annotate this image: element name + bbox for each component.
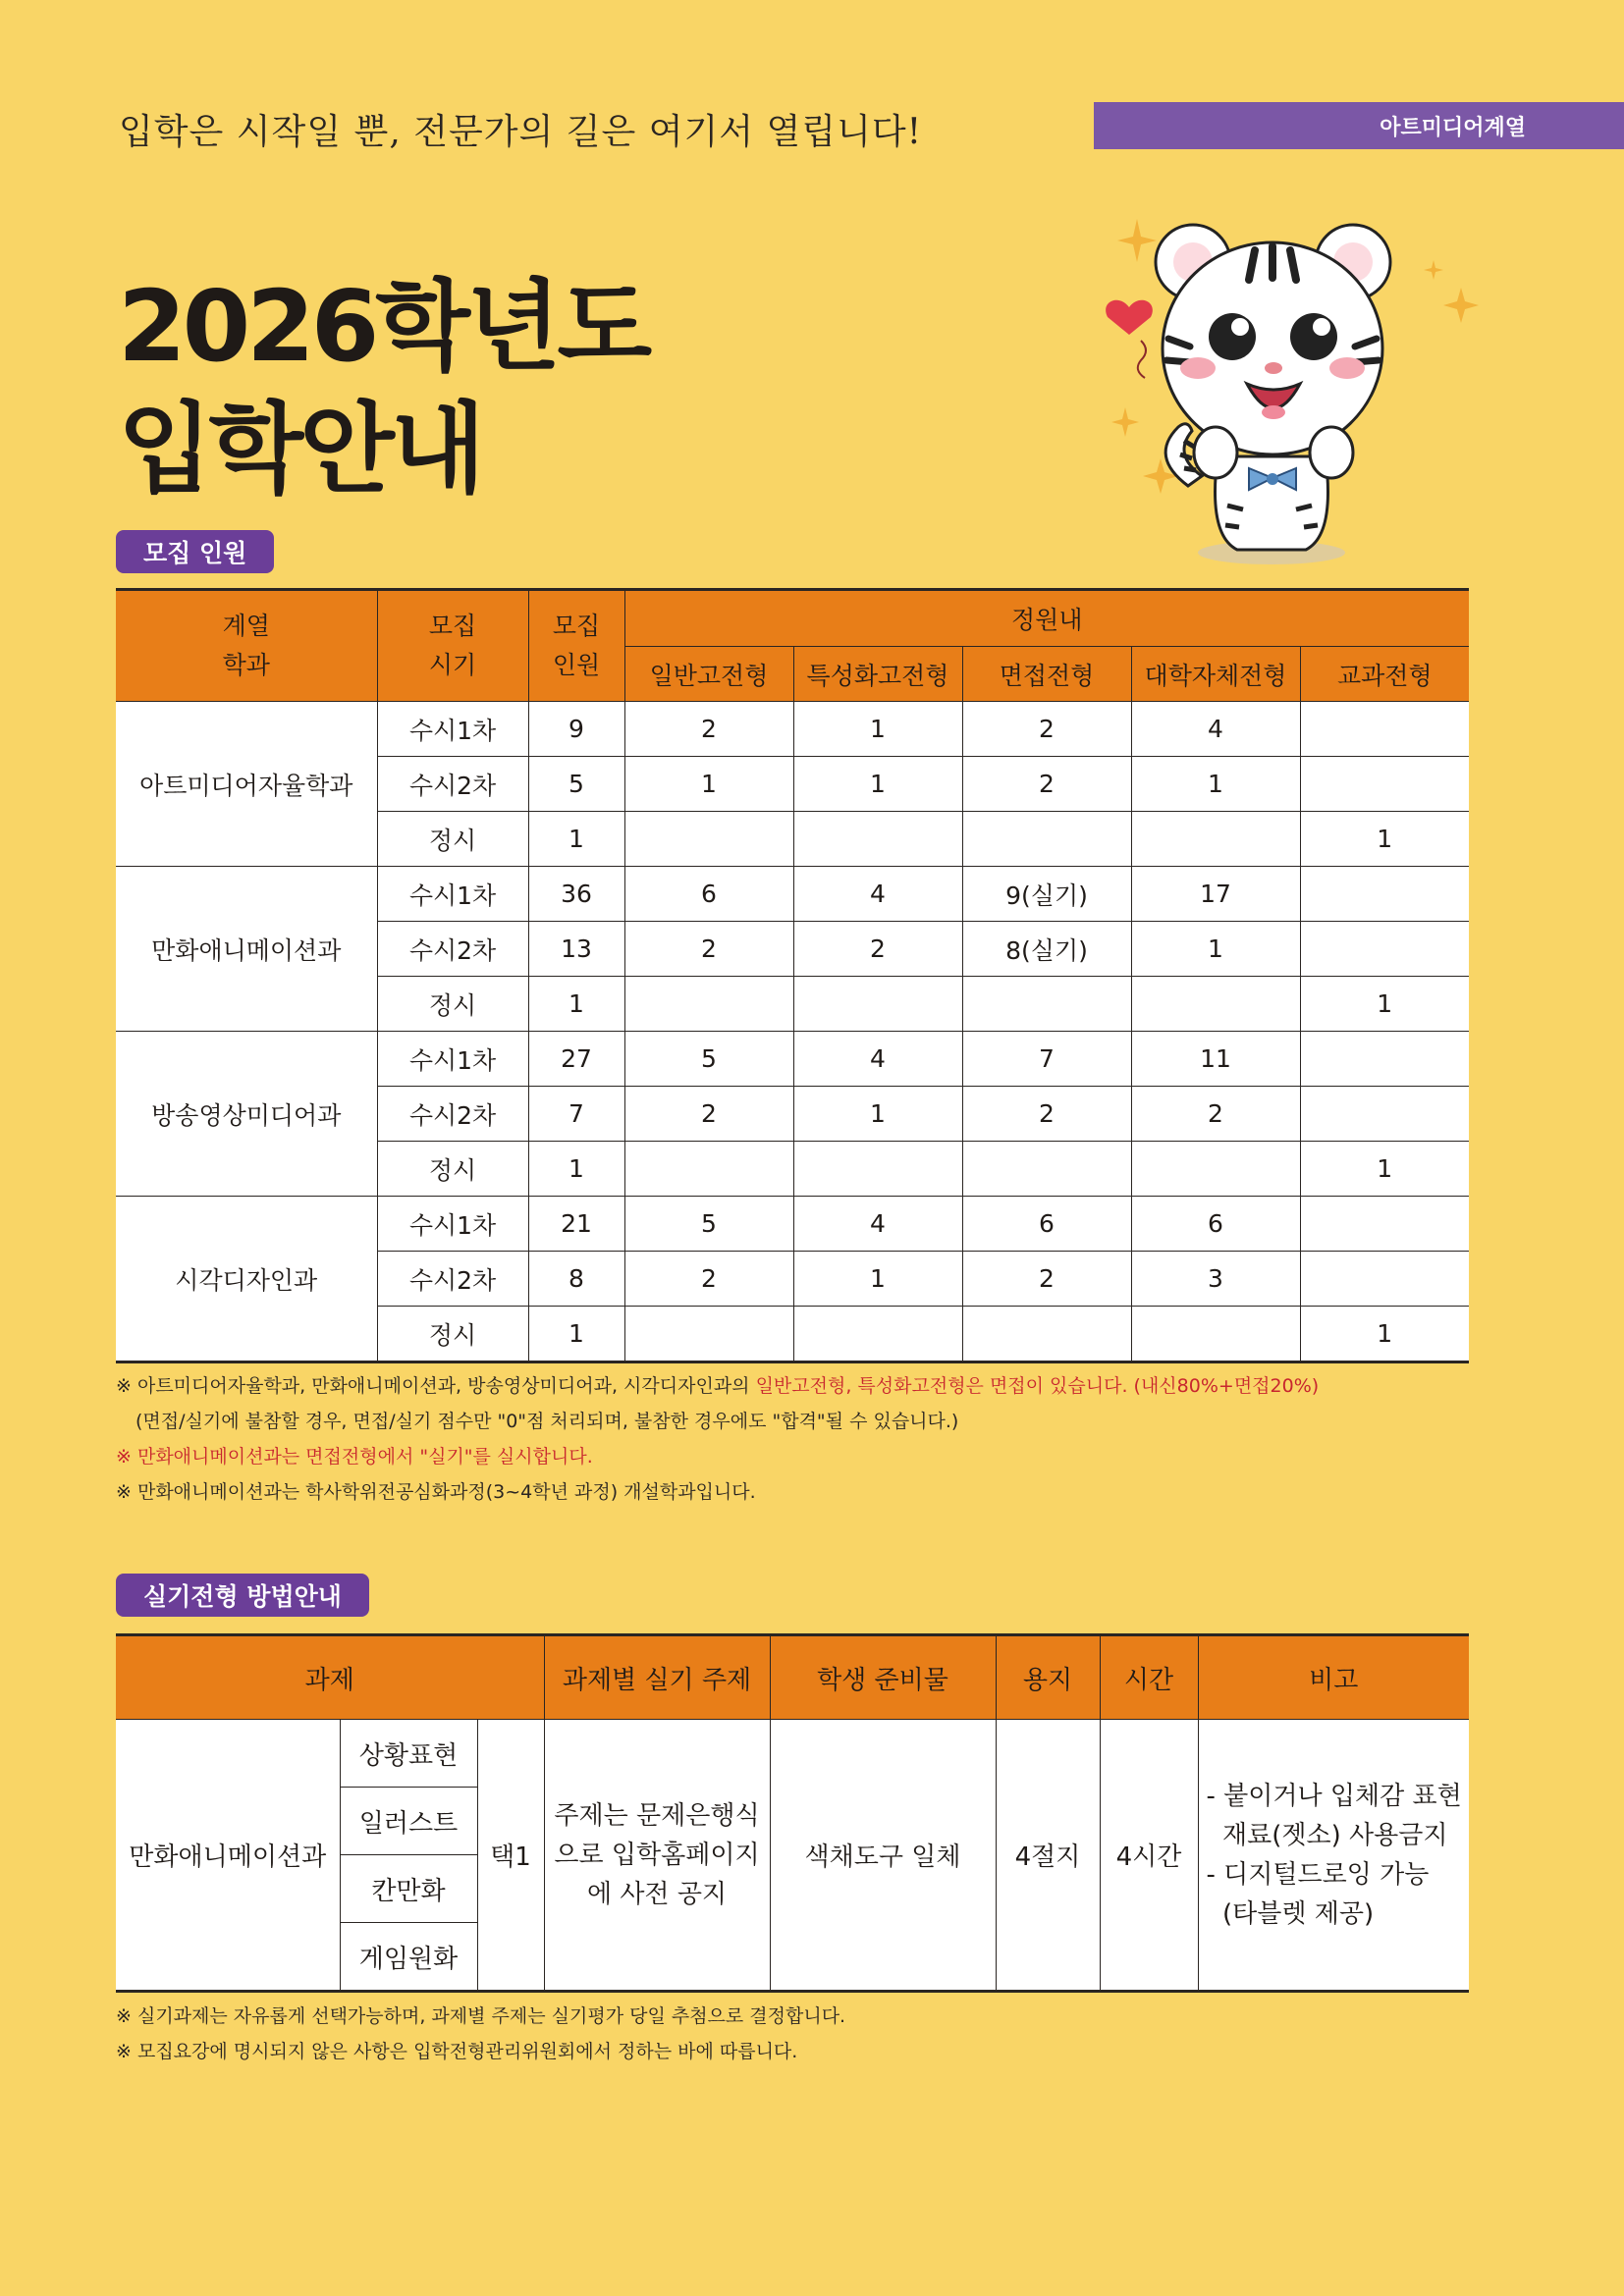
quota-cell: 4 <box>793 1197 962 1252</box>
quota-cell <box>1131 977 1300 1032</box>
practical-dept: 만화애니메이션과 <box>116 1720 340 1992</box>
period-cell: 수시2차 <box>377 922 528 977</box>
quota-cell <box>962 1142 1131 1197</box>
practical-notes <box>116 1999 845 2069</box>
note-text: ※ 아트미디어자율학과, 만화애니메이션과, 방송영상미디어과, 시각디자인과의 <box>116 1375 756 1397</box>
count-cell: 7 <box>528 1087 624 1142</box>
quota-cell: 6 <box>962 1197 1131 1252</box>
section-tag-recruitment: 모집 인원 <box>116 530 274 573</box>
task-item: 일러스트 <box>340 1788 477 1855</box>
period-cell: 수시1차 <box>377 1032 528 1087</box>
quota-cell <box>1300 1032 1469 1087</box>
quota-cell: 2 <box>624 702 793 757</box>
quota-cell <box>624 977 793 1032</box>
header-type: 대학자체전형 <box>1131 647 1300 702</box>
header-paper: 용지 <box>996 1635 1100 1720</box>
title-line-1: 2026학년도 <box>118 269 649 384</box>
quota-cell: 2 <box>624 922 793 977</box>
header-remark: 비고 <box>1198 1635 1469 1720</box>
note-line: ※ 만화애니메이션과는 학사학위전공심화과정(3~4학년 과정) 개설학과입니다. <box>116 1481 756 1503</box>
practical-exam-table <box>116 1633 1469 1993</box>
quota-cell: 2 <box>793 922 962 977</box>
quota-cell <box>962 977 1131 1032</box>
count-cell: 1 <box>528 812 624 867</box>
quota-cell: 17 <box>1131 867 1300 922</box>
count-cell: 1 <box>528 977 624 1032</box>
table-row <box>116 1032 1469 1087</box>
count-cell: 27 <box>528 1032 624 1087</box>
recruitment-table <box>116 588 1469 1363</box>
quota-cell <box>1300 1252 1469 1307</box>
quota-cell: 6 <box>624 867 793 922</box>
period-cell: 수시2차 <box>377 1252 528 1307</box>
task-item: 상황표현 <box>340 1720 477 1788</box>
quota-cell <box>793 1142 962 1197</box>
quota-cell <box>1300 867 1469 922</box>
period-cell: 정시 <box>377 1142 528 1197</box>
count-cell: 21 <box>528 1197 624 1252</box>
period-cell: 수시2차 <box>377 757 528 812</box>
task-item: 칸만화 <box>340 1855 477 1923</box>
dept-name: 아트미디어자율학과 <box>116 702 377 867</box>
task-supplies: 색채도구 일체 <box>770 1720 996 1992</box>
quota-cell: 1 <box>793 1252 962 1307</box>
header-theme: 과제별 실기 주제 <box>544 1635 770 1720</box>
header-time: 시간 <box>1100 1635 1198 1720</box>
quota-cell: 2 <box>624 1087 793 1142</box>
quota-cell: 6 <box>1131 1197 1300 1252</box>
white-tiger-mascot-icon <box>1090 211 1483 574</box>
quota-cell: 2 <box>1131 1087 1300 1142</box>
quota-cell: 4 <box>793 1032 962 1087</box>
count-cell: 9 <box>528 702 624 757</box>
count-cell: 5 <box>528 757 624 812</box>
task-time: 4시간 <box>1100 1720 1198 1992</box>
note-line: ※ 만화애니메이션과는 면접전형에서 "실기"를 실시합니다. <box>116 1446 593 1468</box>
task-choice: 택1 <box>477 1720 544 1992</box>
quota-cell: 2 <box>962 702 1131 757</box>
quota-cell: 1 <box>1300 812 1469 867</box>
quota-cell: 7 <box>962 1032 1131 1087</box>
count-cell: 13 <box>528 922 624 977</box>
quota-cell: 4 <box>793 867 962 922</box>
quota-cell: 1 <box>793 702 962 757</box>
note-highlight: 일반고전형, 특성화고전형은 면접이 있습니다. (내신80%+면접20%) <box>755 1375 1320 1397</box>
header-type: 면접전형 <box>962 647 1131 702</box>
section-tag-practical: 실기전형 방법안내 <box>116 1574 369 1617</box>
count-cell: 8 <box>528 1252 624 1307</box>
quota-cell: 1 <box>1131 922 1300 977</box>
category-tab: 아트미디어계열 <box>1094 102 1624 149</box>
quota-cell <box>793 977 962 1032</box>
quota-cell <box>624 1307 793 1362</box>
note-line <box>116 1368 1319 1404</box>
dept-name: 시각디자인과 <box>116 1197 377 1362</box>
quota-cell <box>1300 1087 1469 1142</box>
period-cell: 수시1차 <box>377 702 528 757</box>
quota-cell: 1 <box>1131 757 1300 812</box>
note-line: ※ 실기과제는 자유롭게 선택가능하며, 과제별 주제는 실기평가 당일 추첨으로 결정합니다. <box>116 2005 846 2027</box>
header-task: 과제 <box>116 1635 544 1720</box>
quota-cell: 8(실기) <box>962 922 1131 977</box>
quota-cell <box>1131 1142 1300 1197</box>
header-period: 모집 시기 <box>377 590 528 702</box>
quota-cell <box>1131 812 1300 867</box>
quota-cell: 2 <box>962 1252 1131 1307</box>
quota-cell: 1 <box>793 1087 962 1142</box>
header-type: 특성화고전형 <box>793 647 962 702</box>
quota-cell: 4 <box>1131 702 1300 757</box>
period-cell: 정시 <box>377 1307 528 1362</box>
count-cell: 36 <box>528 867 624 922</box>
quota-cell: 3 <box>1131 1252 1300 1307</box>
period-cell: 수시1차 <box>377 867 528 922</box>
quota-cell <box>793 812 962 867</box>
header-type: 일반고전형 <box>624 647 793 702</box>
task-paper: 4절지 <box>996 1720 1100 1992</box>
header-count: 모집 인원 <box>528 590 624 702</box>
quota-cell: 2 <box>624 1252 793 1307</box>
table-row <box>116 702 1469 757</box>
quota-cell <box>624 1142 793 1197</box>
quota-cell <box>1300 757 1469 812</box>
header-quota: 정원내 <box>624 590 1469 647</box>
quota-cell: 1 <box>1300 977 1469 1032</box>
period-cell: 정시 <box>377 977 528 1032</box>
period-cell: 수시1차 <box>377 1197 528 1252</box>
table-row <box>116 867 1469 922</box>
period-cell: 수시2차 <box>377 1087 528 1142</box>
quota-cell: 9(실기) <box>962 867 1131 922</box>
task-item: 게임원화 <box>340 1923 477 1992</box>
note-line: ※ 모집요강에 명시되지 않은 사항은 입학전형관리위원회에서 정하는 바에 따릅니다. <box>116 2041 798 2062</box>
quota-cell: 2 <box>962 757 1131 812</box>
dept-name: 만화애니메이션과 <box>116 867 377 1032</box>
quota-cell: 1 <box>624 757 793 812</box>
page-title <box>118 265 648 510</box>
header-type: 교과전형 <box>1300 647 1469 702</box>
quota-cell <box>624 812 793 867</box>
quota-cell <box>1131 1307 1300 1362</box>
quota-cell: 2 <box>962 1087 1131 1142</box>
quota-cell: 11 <box>1131 1032 1300 1087</box>
quota-cell <box>962 812 1131 867</box>
recruitment-notes <box>116 1368 1319 1510</box>
task-remark: - 붙이거나 입체감 표현 재료(젯소) 사용금지 - 디지털드로잉 가능 (타블렛 제공) <box>1198 1720 1469 1992</box>
quota-cell: 5 <box>624 1032 793 1087</box>
quota-cell <box>962 1307 1131 1362</box>
quota-cell <box>1300 1197 1469 1252</box>
quota-cell <box>793 1307 962 1362</box>
note-line: (면접/실기에 불참할 경우, 면접/실기 점수만 "0"점 처리되며, 불참한 경우에도 "합격"될 수 있습니다.) <box>135 1411 959 1432</box>
count-cell: 1 <box>528 1307 624 1362</box>
header-dept: 계열 학과 <box>116 590 377 702</box>
table-row <box>116 1197 1469 1252</box>
slogan: 입학은 시작일 뿐, 전문가의 길은 여기서 열립니다! <box>119 112 923 152</box>
period-cell: 정시 <box>377 812 528 867</box>
quota-cell: 5 <box>624 1197 793 1252</box>
quota-cell <box>1300 922 1469 977</box>
quota-cell: 1 <box>1300 1307 1469 1362</box>
title-line-2: 입학안내 <box>118 392 482 507</box>
task-theme: 주제는 문제은행식 으로 입학홈페이지 에 사전 공지 <box>544 1720 770 1992</box>
dept-name: 방송영상미디어과 <box>116 1032 377 1197</box>
quota-cell: 1 <box>793 757 962 812</box>
quota-cell: 1 <box>1300 1142 1469 1197</box>
count-cell: 1 <box>528 1142 624 1197</box>
recruitment-table-body <box>116 702 1469 1362</box>
header-supplies: 학생 준비물 <box>770 1635 996 1720</box>
quota-cell <box>1300 702 1469 757</box>
